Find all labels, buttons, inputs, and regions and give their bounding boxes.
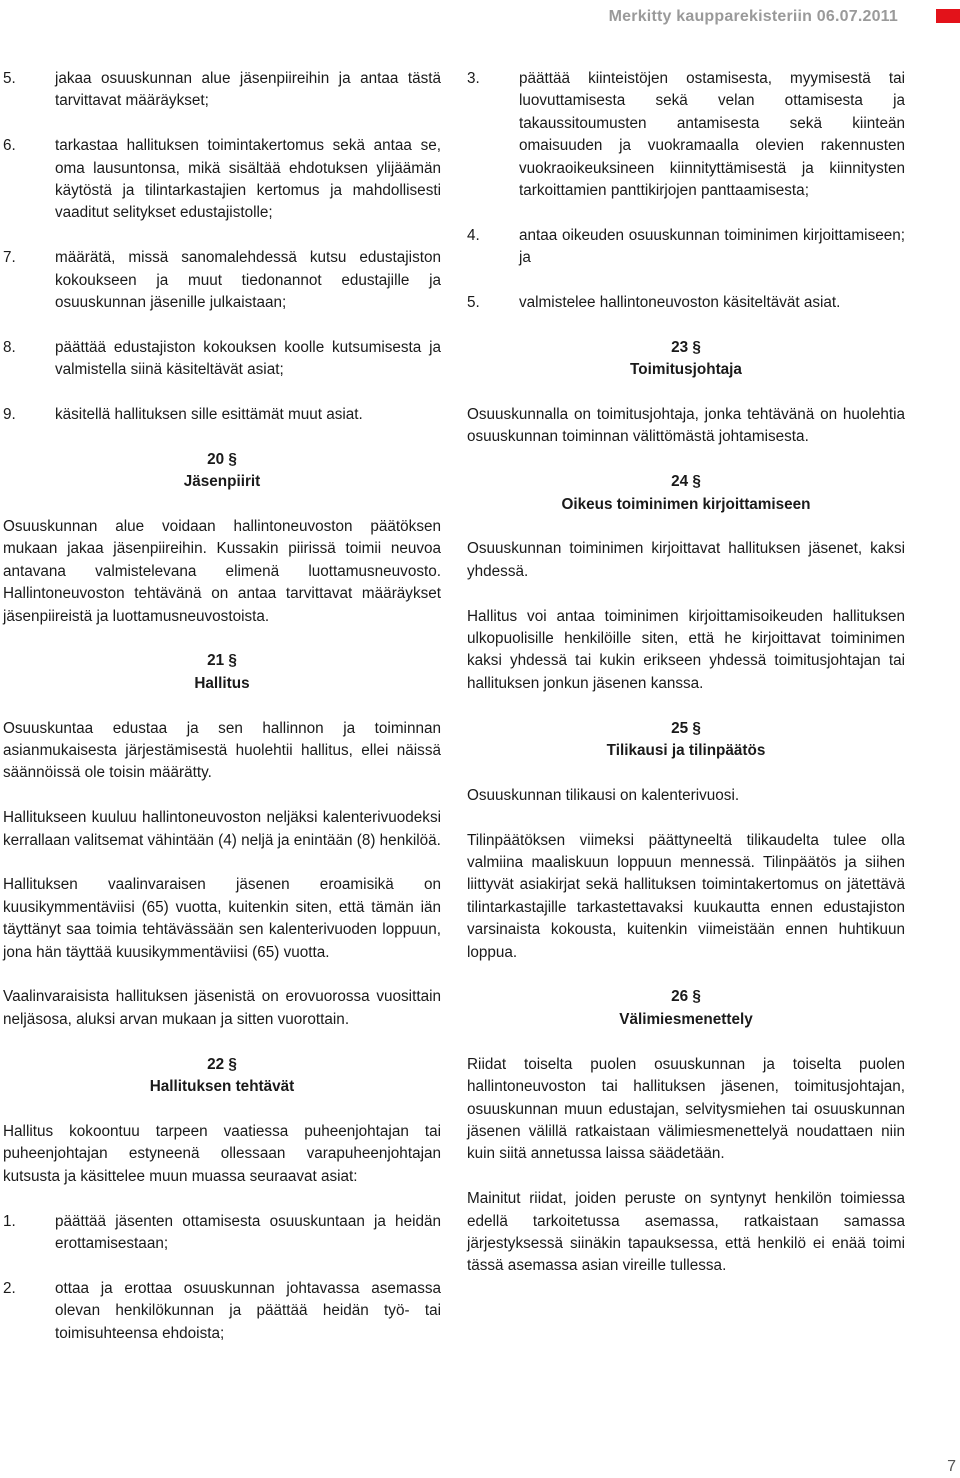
right-column xyxy=(467,68,905,1300)
paragraph: Osuuskunnan toiminimen kirjoittavat hallituksen jäsenet, kaksi yhdessä. xyxy=(467,540,905,580)
paragraph: Hallitus kokoontuu tarpeen vaatiessa puheenjohtajan tai puheenjohtajan estyneenä ollessaan varapuheenjohtajan kutsusta ja käsittelee muun muassa seuraavat asiat: xyxy=(3,1122,441,1185)
paragraph: Osuuskunnan tilikausi on kalenterivuosi. xyxy=(467,786,740,804)
section-title: Toimitusjohtaja xyxy=(630,361,742,379)
numbered-list-item xyxy=(3,337,441,382)
list-item-number: 1. xyxy=(3,1212,16,1230)
section-heading xyxy=(467,471,905,516)
list-item-text: päättää edustajiston kokouksen koolle kutsumisesta ja valmistella siinä käsiteltävät asiat; xyxy=(55,338,441,379)
numbered-list-item xyxy=(467,292,905,314)
list-item-text: valmistelee hallintoneuvoston käsiteltävät asiat. xyxy=(519,294,841,312)
list-item-text: ottaa ja erottaa osuuskunnan johtavassa asemassa olevan henkilökunnan ja päättää heidän työ- tai toimisuhteensa ehdoista; xyxy=(55,1279,441,1342)
list-item-number: 5. xyxy=(467,294,480,312)
list-item-number: 9. xyxy=(3,406,16,424)
list-item-number: 2. xyxy=(3,1279,16,1297)
numbered-list-item xyxy=(3,247,441,314)
paragraph: Vaalinvaraisista hallituksen jäsenistä on erovuorossa vuosittain neljäsosa, aluksi arvan mukaan ja sitten vuorottain. xyxy=(3,988,441,1028)
list-item-number: 3. xyxy=(467,70,480,87)
list-item-text: päättää jäsenten ottamisesta osuuskuntaan ja heidän erottamisestaan; xyxy=(55,1212,441,1252)
paragraph: Hallitus voi antaa toiminimen kirjoittamisoikeuden hallituksen ulkopuolisille henkilöille siten, että he kirjoittavat toiminimen kaksi yhdessä tai kukin erikseen yhdessä toimitusjohtajan tai hallituksen jonkun jäsenen kanssa. xyxy=(467,607,905,692)
numbered-list-item xyxy=(3,135,441,225)
section-number: 26 § xyxy=(671,988,701,1006)
section-heading xyxy=(467,718,905,763)
numbered-list-item xyxy=(467,68,905,202)
section-number: 25 § xyxy=(671,719,701,737)
numbered-list-item xyxy=(467,225,905,270)
list-item-number: 6. xyxy=(3,137,16,155)
section-title: Hallituksen tehtävät xyxy=(149,1078,295,1096)
paragraph: Osuuskuntaa edustaa ja sen hallinnon ja toiminnan asianmukaisesta järjestämisestä huolehtii hallitus, ellei näissä säännöissä ole toisin määrätty. xyxy=(3,719,441,782)
list-item-number: 8. xyxy=(3,338,16,356)
section-heading xyxy=(3,449,441,494)
list-item-text: antaa oikeuden osuuskunnan toiminimen kirjoittamiseen; ja xyxy=(519,226,905,267)
page-number: 7 xyxy=(947,1457,956,1475)
left-column xyxy=(3,68,441,1367)
list-item-number: 7. xyxy=(3,249,16,267)
section-title: Tilikausi ja tilinpäätös xyxy=(606,742,766,760)
section-number: 24 § xyxy=(671,473,701,491)
numbered-list-item xyxy=(3,1278,441,1345)
paragraph: Mainitut riidat, joiden peruste on syntynyt henkilön toimiessa edellä tarkoitetussa asemassa, ratkaistaan samassa järjestyksessä siinäkin tapauksessa, että henkilö ei enää toimi tässä asemassa asian vireille tullessa. xyxy=(467,1190,905,1275)
section-heading xyxy=(3,1054,441,1099)
list-item-text: käsitellä hallituksen sille esittämät muut asiat. xyxy=(55,406,363,424)
list-item-text: päättää kiinteistöjen ostamisesta, myymisestä tai luovuttamisesta sekä velan ottamisesta ja takaussitoumusten antamisesta sekä kiinteän omaisuuden ja vuokramaalla olevien rakennusten vuokraoikeuksineen kiinnityttämisestä ja kiinnitysten tarkoittamien panttikirjojen panttaamisesta; xyxy=(519,70,905,200)
section-title: Hallitus xyxy=(194,674,250,692)
section-heading xyxy=(467,986,905,1031)
header-red-marker xyxy=(936,9,960,23)
section-heading xyxy=(3,650,441,695)
paragraph: Osuuskunnan alue voidaan hallintoneuvoston päätöksen mukaan jakaa jäsenpiireihin. Kussakin piirissä toimii neuvoa antavana valmistelevana elimenä luottamusneuvosto. Hallintoneuvoston tehtävänä on antaa tarvittavat määräykset jäsenpiireistä ja luottamusneuvostoista. xyxy=(3,518,441,625)
numbered-list-item xyxy=(3,68,441,113)
section-title: Jäsenpiirit xyxy=(183,473,261,491)
paragraph: Riidat toiselta puolen osuuskunnan ja toiselta puolen hallintoneuvoston tai hallituksen jäsenen, toimitusjohtajan, osuuskunnan muun edustajan, selvitysmiehen tai osuuskunnan jäsenen välillä ratkaistaan välimiesmenettelyä noudattaen niin kuin siitä annetussa laissa säädetään. xyxy=(467,1055,905,1163)
numbered-list-item xyxy=(3,1211,441,1256)
section-number: 21 § xyxy=(207,652,237,670)
list-item-text: määrätä, missä sanomalehdessä kutsu edustajiston kokoukseen ja muut tiedonannot edustajille ja osuuskunnan jäsenille julkaistaan; xyxy=(55,249,441,312)
section-number: 23 § xyxy=(671,338,701,356)
paragraph: Hallitukseen kuuluu hallintoneuvoston neljäksi kalenterivuodeksi kerrallaan valitsemat vähintään (4) neljä ja enintään (8) henkilöä. xyxy=(3,809,441,849)
section-title: Välimiesmenettely xyxy=(619,1010,753,1028)
paragraph: Osuuskunnalla on toimitusjohtaja, jonka tehtävänä on huolehtia osuuskunnan toiminnan välittömästä johtamisesta. xyxy=(467,406,905,446)
list-item-number: 4. xyxy=(467,226,480,244)
numbered-list-item xyxy=(3,404,441,426)
section-title: Oikeus toiminimen kirjoittamiseen xyxy=(561,495,811,513)
section-number: 22 § xyxy=(207,1055,237,1073)
paragraph: Hallituksen vaalinvaraisen jäsenen eroamisikä on kuusikymmentäviisi (65) vuotta, kuitenkin siten, että tämän iän täyttänyt saa toimia tehtävässään sen kalenterivuoden loppuun, jona hän täyttää kuusikymmentäviisi (65) vuotta. xyxy=(3,876,441,961)
section-number: 20 § xyxy=(207,450,237,468)
paragraph: Tilinpäätöksen viimeksi päättyneeltä tilikaudelta tulee olla valmiina maaliskuun loppuun mennessä. Tilinpäätös ja siihen liittyvät asiakirjat sekä hallituksen toimintakertomus on jätettävä tilintarkastajille tarkastettavaksi kuukautta ennen edustajiston varsinaista kokousta, kuitenkin viimeistään ennen huhtikuun loppua. xyxy=(467,831,905,961)
list-item-number: 5. xyxy=(3,70,16,87)
list-item-text: jakaa osuuskunnan alue jäsenpiireihin ja antaa tästä tarvittavat määräykset; xyxy=(55,70,441,110)
header-registry-note: Merkitty kaupparekisteriin 06.07.2011 xyxy=(608,8,898,25)
list-item-text: tarkastaa hallituksen toimintakertomus sekä antaa se, oma lausuntonsa, mikä sisältää ehdotuksen ylijäämän käytöstä ja tilintarkastajien kertomus ja mahdollisesti vaaditut selitykset edustajistolle; xyxy=(55,137,441,222)
section-heading xyxy=(467,337,905,382)
